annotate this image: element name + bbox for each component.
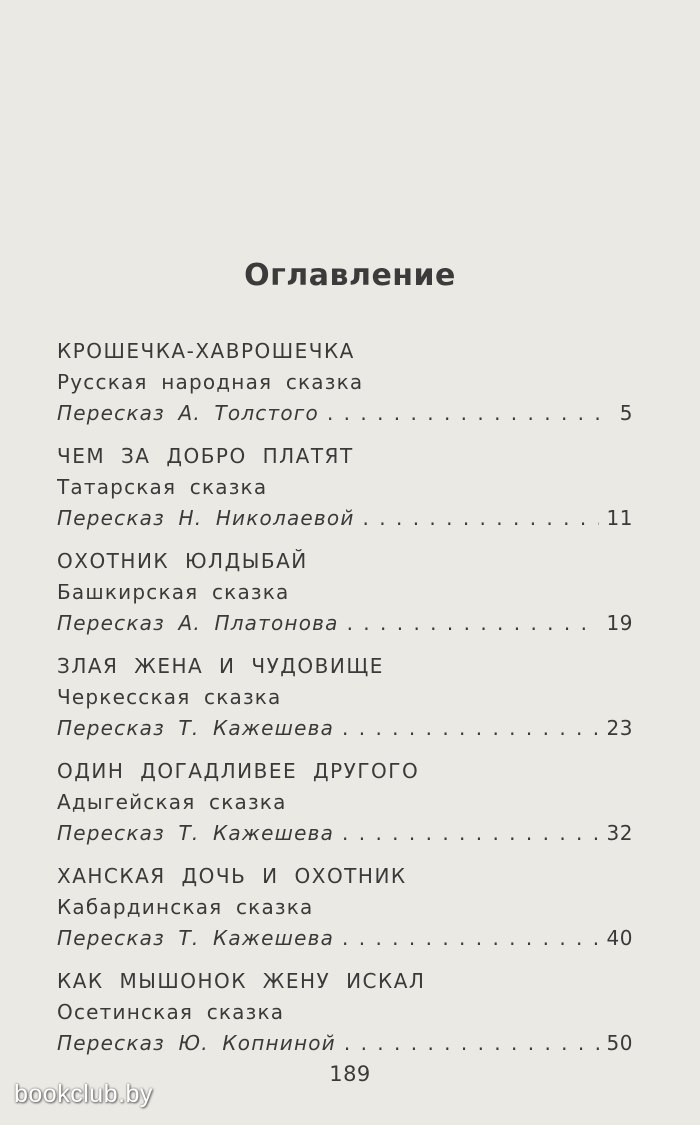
toc-entry (57, 966, 633, 1071)
toc-entry (57, 651, 633, 756)
toc-entry (57, 546, 633, 651)
toc-entry (57, 441, 633, 546)
page-number: 23 (606, 716, 633, 740)
story-title: ОХОТНИК ЮЛДЫБАЙ (57, 549, 308, 573)
retelling-author: Пересказ Ю. Копниной (57, 1031, 336, 1055)
story-origin: Башкирская сказка (57, 580, 290, 604)
author-row (57, 1028, 633, 1059)
page-number: 50 (606, 1031, 633, 1055)
retelling-author: Пересказ Н. Николаевой (57, 506, 355, 530)
dot-leader (344, 1028, 599, 1059)
story-title: ОДИН ДОГАДЛИВЕЕ ДРУГОГО (57, 759, 420, 783)
retelling-author: Пересказ Т. Кажешева (57, 716, 335, 740)
dot-leader (342, 818, 599, 849)
story-origin: Черкесская сказка (57, 685, 282, 709)
site-watermark: bookclub.by (14, 1080, 153, 1108)
page-title: Оглавление (244, 258, 456, 293)
toc-entry (57, 336, 633, 441)
page-number: 11 (606, 506, 633, 530)
retelling-author: Пересказ А. Толстого (57, 401, 319, 425)
page-number: 5 (619, 401, 633, 425)
dot-leader (363, 503, 599, 534)
author-row (57, 398, 633, 429)
retelling-author: Пересказ Т. Кажешева (57, 926, 335, 950)
toc-entry (57, 861, 633, 966)
story-title: КРОШЕЧКА-ХАВРОШЕЧКА (57, 339, 355, 363)
page-number: 19 (606, 611, 633, 635)
story-title: ХАНСКАЯ ДОЧЬ И ОХОТНИК (57, 864, 407, 888)
dot-leader (342, 923, 599, 954)
retelling-author: Пересказ А. Платонова (57, 611, 339, 635)
dot-leader (347, 608, 599, 639)
page-folio-number: 189 (329, 1062, 371, 1086)
author-row (57, 923, 633, 954)
author-row (57, 503, 633, 534)
author-row (57, 818, 633, 849)
story-origin: Русская народная сказка (57, 370, 364, 394)
story-title: КАК МЫШОНОК ЖЕНУ ИСКАЛ (57, 969, 426, 993)
page-number: 32 (606, 821, 633, 845)
story-origin: Адыгейская сказка (57, 790, 287, 814)
story-title: ЗЛАЯ ЖЕНА И ЧУДОВИЩЕ (57, 654, 384, 678)
author-row (57, 713, 633, 744)
dot-leader (327, 398, 612, 429)
story-origin: Татарская сказка (57, 475, 268, 499)
story-title: ЧЕМ ЗА ДОБРО ПЛАТЯТ (57, 444, 354, 468)
toc-entry (57, 756, 633, 861)
dot-leader (342, 713, 599, 744)
page-number: 40 (606, 926, 633, 950)
story-origin: Осетинская сказка (57, 1000, 285, 1024)
story-origin: Кабардинская сказка (57, 895, 314, 919)
retelling-author: Пересказ Т. Кажешева (57, 821, 335, 845)
table-of-contents (57, 336, 633, 1071)
author-row (57, 608, 633, 639)
